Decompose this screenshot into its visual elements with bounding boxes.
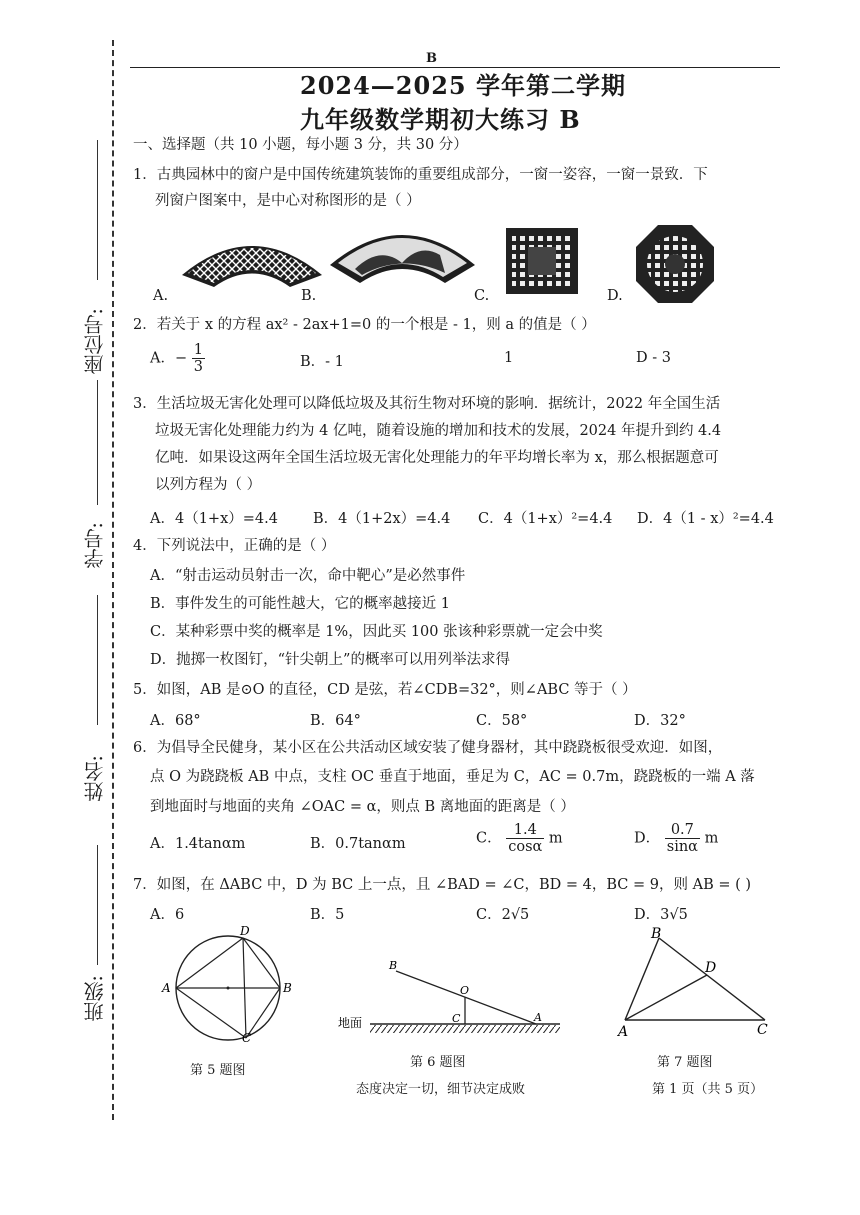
fig7-side-bc — [659, 938, 765, 1020]
window-a-fan — [182, 246, 322, 287]
q3-line2: 垃圾无害化处理能力约为 4 亿吨，随着设施的增加和技术的发展，2024 年提升到约 4.4 — [155, 423, 722, 439]
q2-opt-a — [150, 342, 205, 375]
fig7-segment-ad — [625, 975, 707, 1020]
footer-page-info: 第 1 页（共 5 页） — [652, 1082, 764, 1097]
fig6-label-c: C — [452, 1012, 461, 1025]
q6-opt-c-num: 1.4 — [506, 822, 544, 839]
q7-opt-b: B．5 — [310, 907, 345, 923]
window-d-octagon — [636, 225, 714, 303]
q1-opt-d: D. — [607, 288, 623, 304]
q7-stem: 7．如图，在 ΔABC 中，D 为 BC 上一点，且 ∠BAD = ∠C，BD = 4，BC = 9，则 AB = ( ) — [133, 877, 752, 893]
seat-underline — [97, 140, 98, 280]
fig5-ac — [176, 988, 246, 1038]
q7-opt-a: A．6 — [150, 907, 185, 923]
q2-opt-a-num: 1 — [193, 342, 203, 358]
q4-opt-d: D．抛掷一枚图钉，“针尖朝上”的概率可以用列举法求得 — [150, 652, 510, 668]
q1-opt-c: C. — [474, 288, 490, 304]
q6-opt-b: B．0.7tanαm — [310, 836, 406, 852]
q2-stem: 2．若关于 x 的方程 ax² - 2ax+1=0 的一个根是 - 1，则 a 的值是（ ） — [133, 317, 596, 333]
section1-heading: 一、选择题（共 10 小题，每小题 3 分，共 30 分） — [133, 137, 468, 153]
q5-opt-b: B．64° — [310, 713, 361, 729]
fig6-label-o: O — [460, 984, 470, 997]
title-line1: 2024—2025 学年第二学期 — [300, 71, 626, 100]
fig6-ground-hatch — [370, 1025, 560, 1033]
q2-opt-d: D - 3 — [636, 350, 671, 366]
q6-opt-c-den: cosα — [508, 839, 543, 855]
fig5-label-c: C — [242, 1031, 252, 1044]
fig7-label-a: A — [618, 1024, 629, 1039]
footer-motto: 态度决定一切，细节决定成败 — [356, 1082, 526, 1097]
q3-opt-a: A．4（1+x）=4.4 — [150, 511, 278, 527]
fig6-label-a: A — [534, 1011, 542, 1024]
window-b-fan — [330, 235, 475, 283]
q6-opt-c — [476, 822, 563, 855]
q4-opt-a: A．“射击运动员射击一次，命中靶心”是必然事件 — [150, 568, 466, 584]
q1-window-figures — [140, 225, 760, 305]
q7-opt-c: C．2√5 — [476, 907, 530, 923]
q6-opt-d-den: sinα — [666, 839, 698, 855]
q1-line2: 列窗户图案中，是中心对称图形的是（ ） — [155, 193, 421, 209]
q6-opt-a: A．1.4tanαm — [150, 836, 246, 852]
fig5-center-o — [227, 987, 230, 990]
q6-line1: 6．为倡导全民健身，某小区在公共活动区域安装了健身器材，其中跷跷板很受欢迎．如图， — [133, 740, 723, 756]
name-underline — [97, 595, 98, 725]
fig5-db — [243, 938, 280, 988]
student-no-label: 学号: — [83, 522, 107, 569]
fig7-label-c: C — [757, 1022, 768, 1038]
fig7-triangle-diagram — [615, 924, 775, 1039]
q6-opt-d-num: 0.7 — [665, 822, 700, 839]
q3-opt-b: B．4（1+2x）=4.4 — [313, 511, 451, 527]
q2-opt-c: 1 — [504, 350, 514, 366]
fig7-label-d: D — [705, 960, 717, 976]
fig6-caption: 第 6 题图 — [410, 1055, 466, 1070]
q3-line1: 3．生活垃圾无害化处理可以降低垃圾及其衍生物对环境的影响．据统计，2022 年全国生活 — [133, 396, 721, 412]
q6-opt-d-unit: m — [704, 830, 719, 847]
q5-opt-c: C．58° — [476, 713, 528, 729]
fig5-label-d: D — [240, 924, 250, 938]
class-label: 班级: — [83, 975, 107, 1022]
q1-opt-a: A. — [153, 288, 169, 304]
q5-stem: 5．如图，AB 是⊙O 的直径，CD 是弦，若∠CDB=32°，则∠ABC 等于（ ） — [133, 682, 637, 698]
window-c-square — [506, 228, 578, 294]
fig6-seesaw-ab — [396, 971, 536, 1024]
fig7-caption: 第 7 题图 — [657, 1055, 713, 1070]
student-no-underline — [97, 380, 98, 505]
q3-line4: 以列方程为（ ） — [155, 477, 262, 493]
fig7-side-ab — [625, 938, 659, 1020]
fig6-label-b: B — [389, 959, 398, 972]
q2-opt-b: B．- 1 — [300, 354, 344, 370]
fig5-caption: 第 5 题图 — [190, 1063, 246, 1078]
seat-label: 座位号: — [83, 308, 107, 375]
class-underline — [97, 845, 98, 965]
q2-opt-a-fraction — [192, 342, 205, 375]
q6-line3: 到地面时与地面的夹角 ∠OAC = α，则点 B 离地面的距离是（ ） — [150, 799, 575, 815]
name-label: 姓名: — [83, 755, 107, 802]
fig5-label-a: A — [162, 981, 171, 995]
fig7-label-b: B — [651, 926, 662, 942]
q6-opt-d-fraction — [665, 822, 700, 855]
q4-opt-b: B．事件发生的可能性越大，它的概率越接近 1 — [150, 596, 450, 612]
q2-opt-a-den: 3 — [193, 359, 203, 375]
fig5-label-b: B — [283, 981, 292, 995]
q6-opt-c-fraction — [506, 822, 544, 855]
q3-opt-c: C．4（1+x）²=4.4 — [478, 511, 613, 527]
q5-opt-a: A．68° — [150, 713, 201, 729]
fig5-ad — [176, 938, 243, 988]
top-mark: B — [426, 51, 437, 66]
q5-opt-d: D．32° — [634, 713, 686, 729]
fig6-label-ground: 地面 — [338, 1016, 363, 1030]
q3-line3: 亿吨．如果设这两年全国生活垃圾无害化处理能力的年平均增长率为 x，那么根据题意可 — [155, 450, 719, 466]
q3-opt-d: D．4（1 - x）²=4.4 — [637, 511, 774, 527]
fig6-seesaw-diagram — [338, 955, 568, 1037]
q6-line2: 点 O 为跷跷板 AB 中点，支柱 OC 垂直于地面，垂足为 C，AC = 0.7m，跷跷板的一端 A 落 — [150, 769, 755, 785]
q6-opt-d — [634, 822, 718, 855]
q7-opt-d: D．3√5 — [634, 907, 688, 923]
q4-opt-c: C．某种彩票中奖的概率是 1%，因此买 100 张该种彩票就一定会中奖 — [150, 624, 603, 640]
q2-opt-a-prefix: A．− — [150, 350, 188, 367]
q6-opt-c-prefix: C． — [476, 830, 502, 847]
fig5-circle-diagram — [158, 924, 298, 1044]
q6-opt-c-unit: m — [548, 830, 563, 847]
q4-stem: 4．下列说法中，正确的是（ ） — [133, 538, 336, 554]
binding-dashed-line — [112, 40, 114, 1120]
q1-line1: 1．古典园林中的窗户是中国传统建筑装饰的重要组成部分，一窗一姿容，一窗一景致．下 — [133, 167, 708, 183]
q6-opt-d-prefix: D． — [634, 830, 661, 847]
q1-opt-b: B. — [301, 288, 317, 304]
title-line2: 九年级数学期初大练习 B — [300, 105, 581, 134]
